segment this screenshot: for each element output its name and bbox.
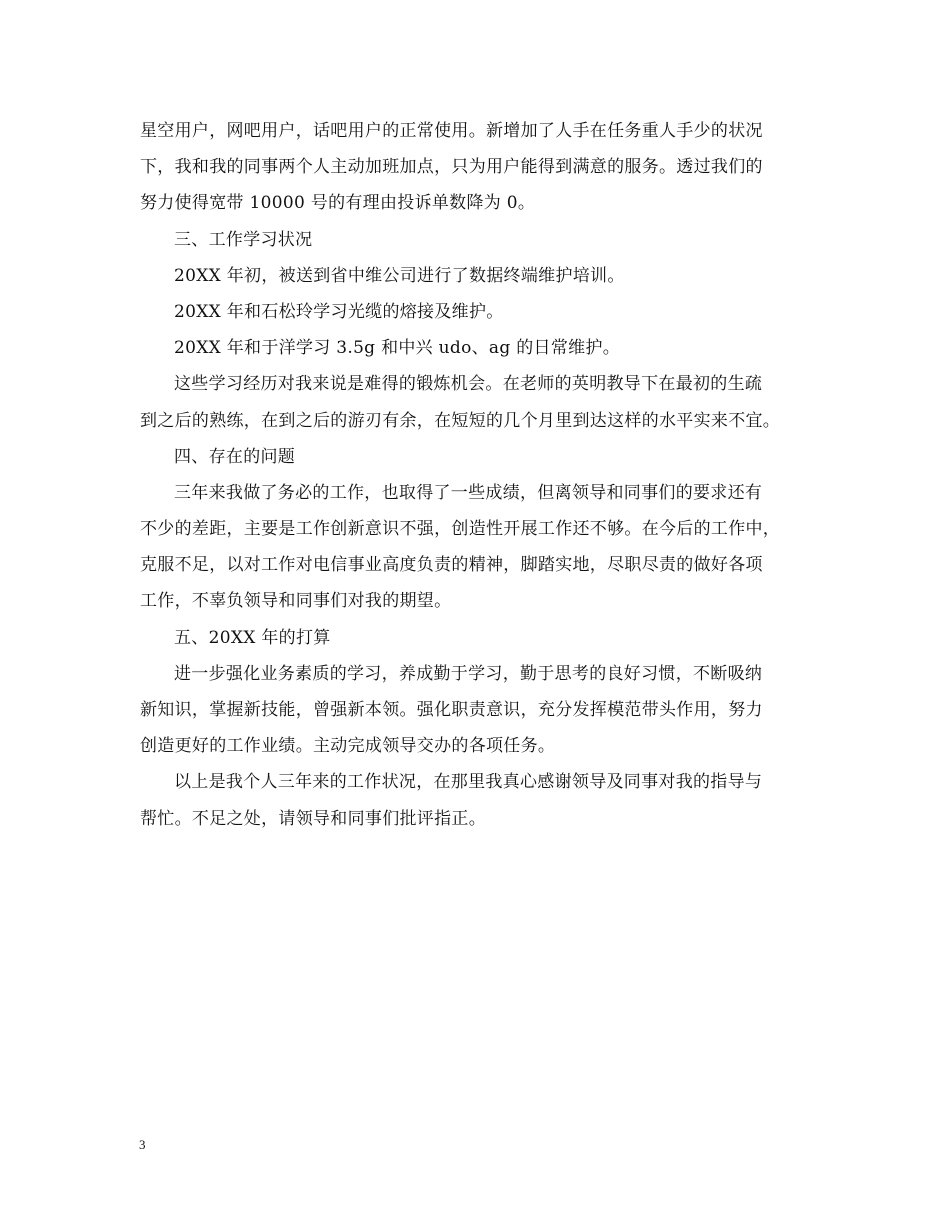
text-line: 帮忙。不足之处，请领导和同事们批评指正。 [140, 808, 486, 829]
text-line: 克服不足，以对工作对电信事业高度负责的精神，脚踏实地，尽职尽责的做好各项 [140, 555, 763, 576]
text-line: 这些学习经历对我来说是难得的锻炼机会。在老师的英明教导下在最初的生疏 [174, 374, 763, 395]
text-line: 下，我和我的同事两个人主动加班加点，只为用户能得到满意的服务。透过我们的 [140, 157, 763, 178]
section-heading-problems: 四、存在的问题 [174, 446, 296, 467]
text-line: 不少的差距，主要是工作创新意识不强，创造性开展工作还不够。在今后的工作中， [140, 519, 781, 540]
text-line: 星空用户，网吧用户，话吧用户的正常使用。新增加了人手在任务重人手少的状况 [140, 121, 763, 141]
section-heading-plans: 五、20XX 年的打算 [174, 627, 331, 648]
section-heading-work-study: 三、工作学习状况 [174, 229, 313, 250]
text-line: 20XX 年和于洋学习 3.5g 和中兴 udo、ag 的日常维护。 [174, 338, 621, 359]
text-line: 20XX 年初，被送到省中维公司进行了数据终端维护培训。 [174, 265, 625, 286]
text-line: 以上是我个人三年来的工作状况，在那里我真心感谢领导及同事对我的指导与 [174, 772, 763, 793]
text-line: 到之后的熟练，在到之后的游刃有余，在短短的几个月里到达这样的水平实来不宜。 [140, 410, 781, 431]
text-line: 新知识，掌握新技能，曾强新本领。强化职责意识，充分发挥模范带头作用，努力 [140, 700, 763, 720]
text-line: 三年来我做了务必的工作，也取得了一些成绩，但离领导和同事们的要求还有 [174, 482, 763, 503]
text-line: 工作，不辜负领导和同事们对我的期望。 [140, 591, 452, 612]
text-line: 创造更好的工作业绩。主动完成领导交办的各项任务。 [140, 736, 556, 757]
page-number: 3 [139, 1137, 146, 1152]
body-text [140, 113, 830, 837]
text-line: 努力使得宽带 10000 号的有理由投诉单数降为 0。 [140, 193, 536, 214]
text-line: 20XX 年和石松玲学习光缆的熔接及维护。 [174, 301, 504, 322]
text-line: 进一步强化业务素质的学习，养成勤于学习，勤于思考的良好习惯，不断吸纳 [174, 663, 763, 684]
